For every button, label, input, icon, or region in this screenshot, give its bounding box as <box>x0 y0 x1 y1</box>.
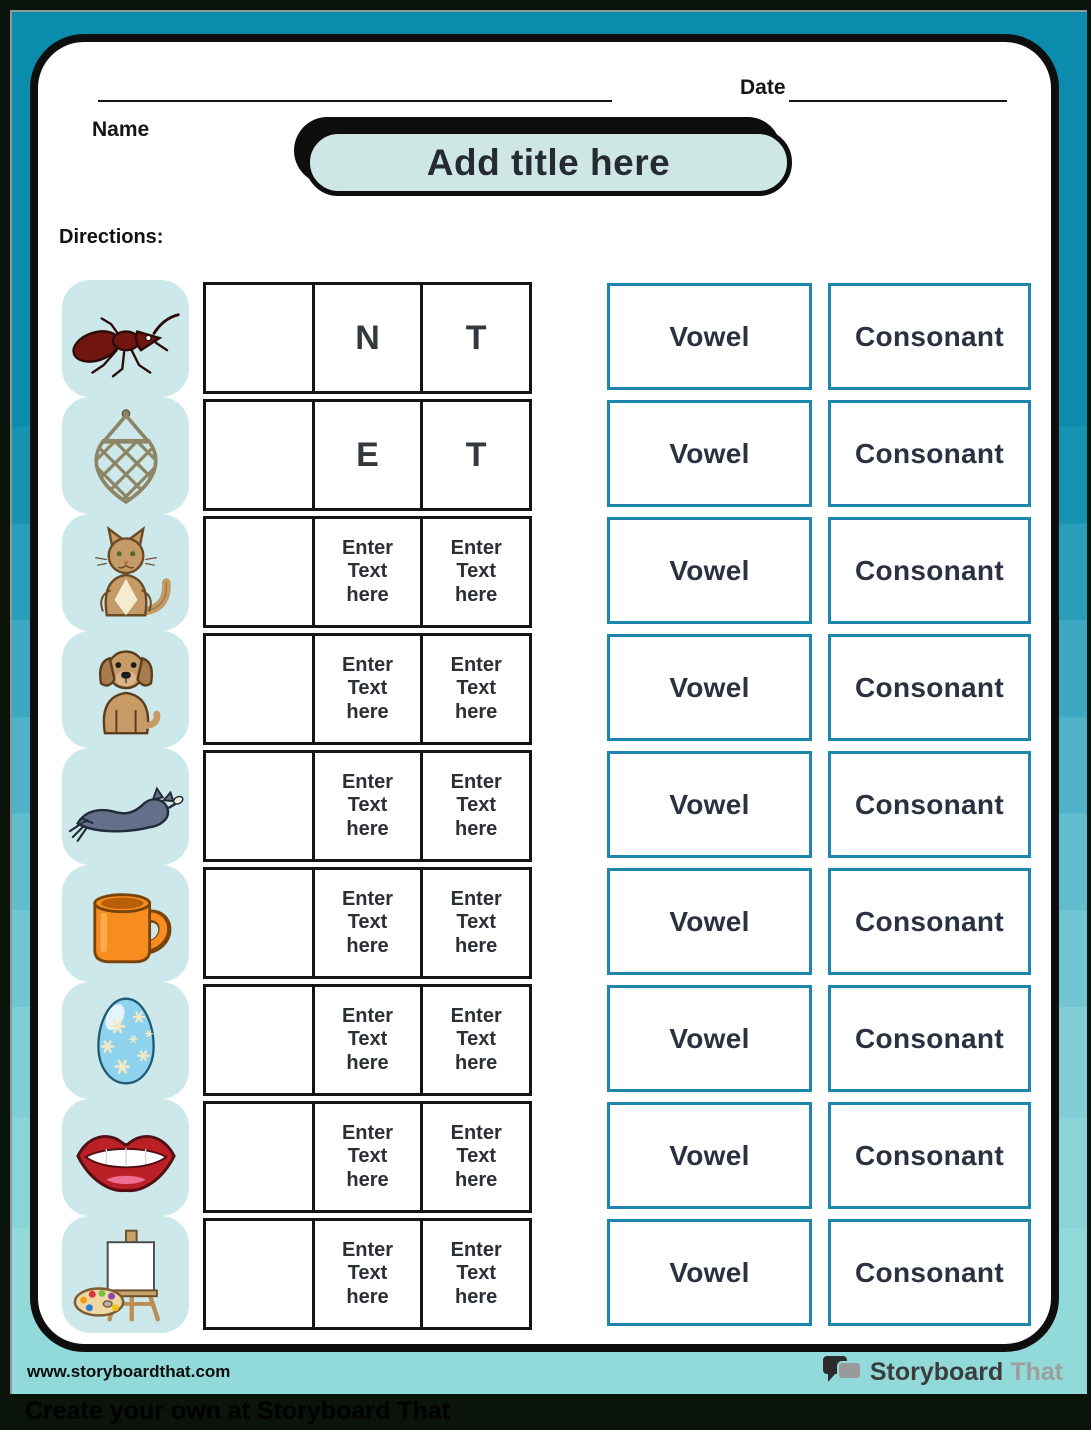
letter-cell[interactable] <box>206 753 312 859</box>
consonant-label: Consonant <box>855 788 1004 820</box>
letter-cell-text: Enter Text here <box>450 536 502 606</box>
vowel-label: Vowel <box>669 1256 750 1288</box>
footer-url: www.storyboardthat.com <box>27 1362 231 1381</box>
consonant-box[interactable] <box>828 634 1031 741</box>
dog-icon <box>78 639 174 741</box>
vowel-box[interactable] <box>607 283 812 390</box>
letter-cell[interactable] <box>420 285 529 391</box>
letter-cell[interactable] <box>312 1104 421 1210</box>
art-easel-icon <box>73 1226 179 1324</box>
letter-cell[interactable] <box>206 636 312 742</box>
title-banner[interactable] <box>305 129 792 196</box>
letter-cell[interactable] <box>420 402 529 508</box>
image-cell[interactable] <box>62 748 189 865</box>
letter-cell-text: Enter Text here <box>450 1238 502 1308</box>
consonant-box[interactable] <box>828 283 1031 390</box>
vowel-box[interactable] <box>607 400 812 507</box>
letter-cell-text: N <box>355 318 380 357</box>
letter-cell-text: Enter Text here <box>450 887 502 957</box>
consonant-box[interactable] <box>828 1219 1031 1326</box>
vowel-box[interactable] <box>607 868 812 975</box>
speech-bubbles-icon <box>823 1355 863 1389</box>
consonant-label: Consonant <box>855 1256 1004 1288</box>
worksheet-row <box>0 280 1091 397</box>
vowel-box[interactable] <box>607 1219 812 1326</box>
letter-cell[interactable] <box>206 870 312 976</box>
consonant-label: Consonant <box>855 437 1004 469</box>
brand-that: That <box>1010 1357 1063 1386</box>
vowel-label: Vowel <box>669 1022 750 1054</box>
consonant-label: Consonant <box>855 320 1004 352</box>
letter-table <box>203 633 532 745</box>
letter-cell[interactable] <box>206 285 312 391</box>
worksheet-row <box>0 397 1091 514</box>
letter-cell[interactable] <box>420 519 529 625</box>
letter-table <box>203 516 532 628</box>
vowel-box[interactable] <box>607 751 812 858</box>
image-cell[interactable] <box>62 1216 189 1333</box>
image-cell[interactable] <box>62 1099 189 1216</box>
storyboardthat-logo <box>823 1352 1063 1392</box>
vowel-box[interactable] <box>607 985 812 1092</box>
consonant-box[interactable] <box>828 1102 1031 1209</box>
letter-cell-text: Enter Text here <box>341 536 394 606</box>
letter-cell[interactable] <box>420 870 529 976</box>
date-label: Date <box>740 76 786 99</box>
vowel-box[interactable] <box>607 1102 812 1209</box>
letter-cell-text: Enter Text here <box>450 1004 502 1074</box>
letter-cell-text: Enter Text here <box>341 770 394 840</box>
letter-table <box>203 750 532 862</box>
vowel-label: Vowel <box>669 320 750 352</box>
letter-cell[interactable] <box>312 402 421 508</box>
consonant-label: Consonant <box>855 1139 1004 1171</box>
letter-table <box>203 399 532 511</box>
consonant-label: Consonant <box>855 1022 1004 1054</box>
letter-cell[interactable] <box>206 987 312 1093</box>
letter-table <box>203 1218 532 1330</box>
consonant-box[interactable] <box>828 517 1031 624</box>
consonant-label: Consonant <box>855 905 1004 937</box>
consonant-box[interactable] <box>828 751 1031 858</box>
vowel-label: Vowel <box>669 788 750 820</box>
vowel-label: Vowel <box>669 1139 750 1171</box>
vowel-label: Vowel <box>669 554 750 586</box>
letter-cell[interactable] <box>312 987 421 1093</box>
letter-table <box>203 1101 532 1213</box>
image-cell[interactable] <box>62 865 189 982</box>
consonant-label: Consonant <box>855 554 1004 586</box>
letter-cell-text: E <box>356 435 379 474</box>
letter-cell-text: Enter Text here <box>450 1121 502 1191</box>
cat-icon <box>78 523 174 623</box>
letter-cell[interactable] <box>312 519 421 625</box>
letter-cell[interactable] <box>312 285 421 391</box>
mug-icon <box>74 876 178 972</box>
mouth-icon <box>72 1118 180 1198</box>
ant-icon <box>70 293 182 385</box>
worksheet-row <box>0 982 1091 1099</box>
worksheet-row <box>0 631 1091 748</box>
bottom-bar-text: Create your own at Storyboard That <box>25 1396 451 1425</box>
vowel-box[interactable] <box>607 517 812 624</box>
name-label: Name <box>92 118 150 141</box>
worksheet-row <box>0 1099 1091 1216</box>
letter-cell[interactable] <box>312 753 421 859</box>
letter-cell-text: Enter Text here <box>341 1238 394 1308</box>
worksheet-row <box>0 514 1091 631</box>
egg-icon <box>80 991 172 1091</box>
letter-cell[interactable] <box>312 1221 421 1327</box>
letter-cell-text: Enter Text here <box>341 887 394 957</box>
letter-cell[interactable] <box>420 753 529 859</box>
letter-cell[interactable] <box>206 402 312 508</box>
worksheet-row <box>0 1216 1091 1333</box>
consonant-box[interactable] <box>828 868 1031 975</box>
letter-cell-text: Enter Text here <box>450 653 502 723</box>
letter-cell[interactable] <box>206 1104 312 1210</box>
letter-table <box>203 984 532 1096</box>
image-cell[interactable] <box>62 631 189 748</box>
letter-cell-text: Enter Text here <box>341 1004 394 1074</box>
net-icon <box>80 404 172 508</box>
letter-cell[interactable] <box>420 1104 529 1210</box>
letter-table <box>203 282 532 394</box>
letter-table <box>203 867 532 979</box>
vowel-box[interactable] <box>607 634 812 741</box>
name-line[interactable] <box>98 76 612 102</box>
vowel-label: Vowel <box>669 671 750 703</box>
image-cell[interactable] <box>62 982 189 1099</box>
consonant-label: Consonant <box>855 671 1004 703</box>
date-line[interactable] <box>789 76 1007 102</box>
letter-cell[interactable] <box>312 636 421 742</box>
title-text: Add title here <box>426 141 671 183</box>
directions-label: Directions: <box>59 226 164 248</box>
letter-cell[interactable] <box>312 870 421 976</box>
letter-cell[interactable] <box>420 987 529 1093</box>
letter-cell[interactable] <box>206 1221 312 1327</box>
image-cell[interactable] <box>62 280 189 397</box>
letter-cell-text: Enter Text here <box>450 770 502 840</box>
worksheet-row <box>0 865 1091 982</box>
letter-cell-text: T <box>465 435 487 474</box>
letter-cell-text: Enter Text here <box>341 653 394 723</box>
bottom-bar <box>0 1392 1091 1430</box>
letter-cell-text: T <box>465 318 487 357</box>
consonant-box[interactable] <box>828 985 1031 1092</box>
image-cell[interactable] <box>62 397 189 514</box>
letter-cell[interactable] <box>420 636 529 742</box>
letter-cell[interactable] <box>420 1221 529 1327</box>
worksheet-row <box>0 748 1091 865</box>
rat-icon <box>68 766 184 848</box>
brand-storyboard: Storyboard <box>869 1357 1004 1386</box>
image-cell[interactable] <box>62 514 189 631</box>
vowel-label: Vowel <box>669 905 750 937</box>
consonant-box[interactable] <box>828 400 1031 507</box>
vowel-label: Vowel <box>669 437 750 469</box>
letter-cell-text: Enter Text here <box>341 1121 394 1191</box>
letter-cell[interactable] <box>206 519 312 625</box>
